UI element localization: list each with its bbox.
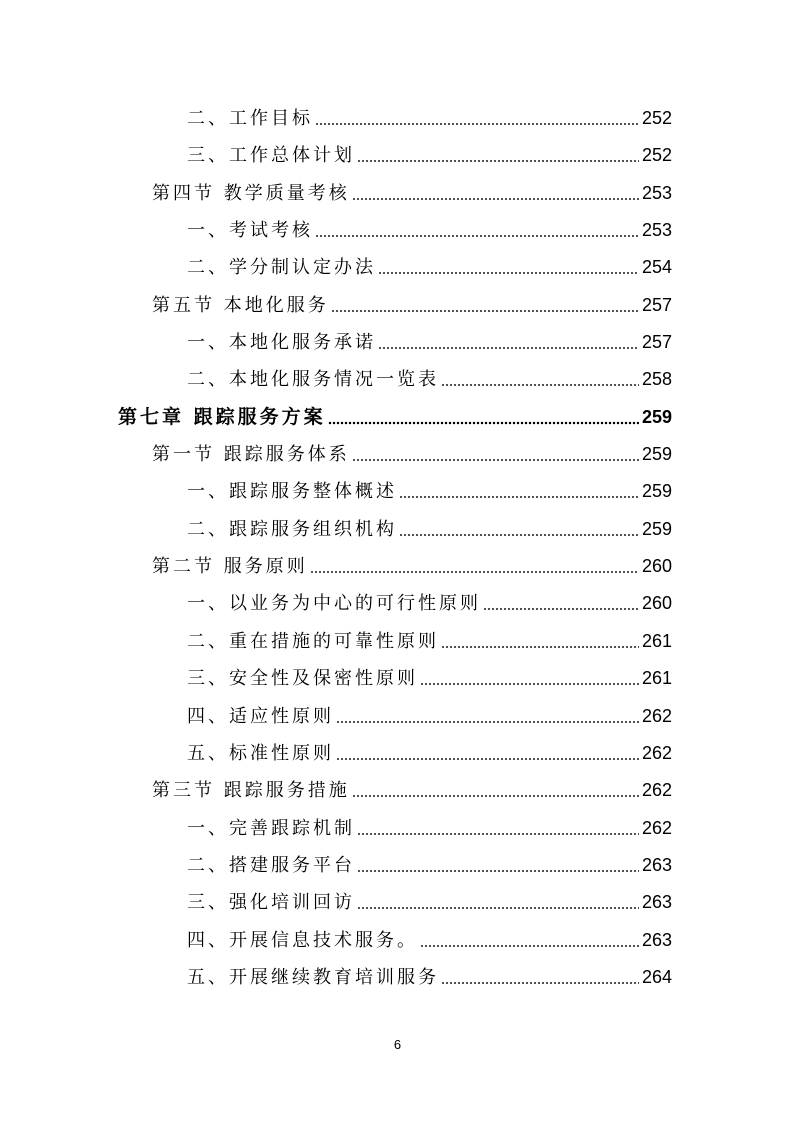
toc-entry-page: 262 <box>641 780 672 801</box>
dot-leader <box>315 100 639 137</box>
toc-entry-title: 第二节 服务原则 <box>152 556 308 578</box>
toc-chapter <box>118 399 672 436</box>
toc-entry-title: 三、安全性及保密性原则 <box>187 668 418 690</box>
toc-item <box>187 212 672 249</box>
toc-section <box>152 772 672 809</box>
toc-entry-page: 263 <box>641 892 672 913</box>
toc-item <box>187 249 672 286</box>
dot-leader <box>315 212 639 249</box>
toc-entry-page: 252 <box>641 145 672 166</box>
dot-leader <box>331 287 639 324</box>
dot-leader <box>352 772 639 809</box>
toc-entry-page: 262 <box>641 817 672 838</box>
toc-item <box>187 100 672 137</box>
toc-entry-title: 二、本地化服务情况一览表 <box>187 369 439 391</box>
dot-leader <box>420 922 639 959</box>
toc-item <box>187 660 672 697</box>
dot-leader <box>352 175 639 212</box>
dot-leader <box>483 585 639 622</box>
table-of-contents <box>0 100 793 996</box>
toc-entry-page: 259 <box>641 481 672 502</box>
toc-item <box>187 847 672 884</box>
toc-entry-title: 第七章 跟踪服务方案 <box>118 405 326 428</box>
dot-leader <box>399 511 639 548</box>
toc-entry-title: 一、以业务为中心的可行性原则 <box>187 593 481 615</box>
toc-entry-title: 第三节 跟踪服务措施 <box>152 780 350 802</box>
toc-entry-title: 三、强化培训回访 <box>187 892 355 914</box>
toc-item <box>187 810 672 847</box>
dot-leader <box>352 436 639 473</box>
toc-entry-page: 252 <box>641 108 672 128</box>
dot-leader <box>357 810 639 847</box>
toc-entry-title: 二、跟踪服务组织机构 <box>187 518 397 540</box>
dot-leader <box>357 884 639 921</box>
toc-entry-title: 二、学分制认定办法 <box>187 257 376 279</box>
toc-entry-page: 258 <box>641 369 672 390</box>
dot-leader <box>378 324 639 361</box>
toc-entry-page: 261 <box>641 668 672 689</box>
page-footer <box>0 1036 793 1054</box>
toc-item <box>187 735 672 772</box>
toc-item <box>187 922 672 959</box>
toc-entry-page: 257 <box>641 332 672 353</box>
toc-item <box>187 361 672 398</box>
toc-entry-page: 264 <box>641 966 672 987</box>
toc-entry-title: 五、标准性原则 <box>187 742 334 764</box>
toc-entry-page: 260 <box>641 556 672 577</box>
toc-entry-page: 263 <box>641 929 672 950</box>
dot-leader <box>420 660 639 697</box>
toc-section <box>152 436 672 473</box>
toc-entry-page: 254 <box>641 257 672 278</box>
toc-entry-page: 253 <box>641 182 672 203</box>
toc-entry-page: 262 <box>641 742 672 763</box>
toc-entry-title: 一、本地化服务承诺 <box>187 332 376 354</box>
toc-entry-page: 259 <box>641 444 672 465</box>
dot-leader <box>378 249 639 286</box>
toc-entry-page: 253 <box>641 220 672 241</box>
toc-item <box>187 884 672 921</box>
dot-leader <box>328 399 639 436</box>
dot-leader <box>336 698 639 735</box>
toc-entry-page: 257 <box>641 294 672 315</box>
dot-leader <box>336 735 639 772</box>
dot-leader <box>310 548 639 585</box>
toc-item <box>187 511 672 548</box>
toc-entry-title: 一、考试考核 <box>187 220 313 242</box>
toc-item <box>187 324 672 361</box>
dot-leader <box>441 959 639 996</box>
toc-entry-page: 259 <box>641 518 672 539</box>
toc-item <box>187 959 672 996</box>
toc-entry-page: 260 <box>641 593 672 614</box>
toc-entry-title: 一、跟踪服务整体概述 <box>187 481 397 503</box>
toc-item <box>187 585 672 622</box>
toc-entry-title: 四、开展信息技术服务。 <box>187 929 418 951</box>
toc-section <box>152 287 672 324</box>
toc-entry-page: 263 <box>641 854 672 875</box>
dot-leader <box>441 361 639 398</box>
dot-leader <box>399 473 639 510</box>
toc-entry-page: 259 <box>641 406 672 427</box>
toc-entry-page: 261 <box>641 630 672 651</box>
toc-entry-title: 三、工作总体计划 <box>187 145 355 167</box>
toc-entry-title: 五、开展继续教育培训服务 <box>187 966 439 988</box>
toc-section <box>152 548 672 585</box>
dot-leader <box>357 847 639 884</box>
toc-entry-title: 一、完善跟踪机制 <box>187 817 355 839</box>
toc-item <box>187 698 672 735</box>
dot-leader <box>441 623 639 660</box>
toc-item <box>187 623 672 660</box>
toc-entry-title: 第五节 本地化服务 <box>152 294 329 316</box>
toc-entry-title: 二、重在措施的可靠性原则 <box>187 630 439 652</box>
toc-entry-page: 262 <box>641 705 672 726</box>
page-number: 6 <box>393 1037 402 1052</box>
toc-entry-title: 第一节 跟踪服务体系 <box>152 444 350 466</box>
toc-entry-title: 四、适应性原则 <box>187 705 334 727</box>
toc-item <box>187 137 672 174</box>
toc-entry-title: 二、工作目标 <box>187 108 313 129</box>
toc-entry-title: 第四节 教学质量考核 <box>152 182 350 204</box>
toc-entry-title: 二、搭建服务平台 <box>187 854 355 876</box>
dot-leader <box>357 137 639 174</box>
toc-item <box>187 473 672 510</box>
toc-section <box>152 175 672 212</box>
